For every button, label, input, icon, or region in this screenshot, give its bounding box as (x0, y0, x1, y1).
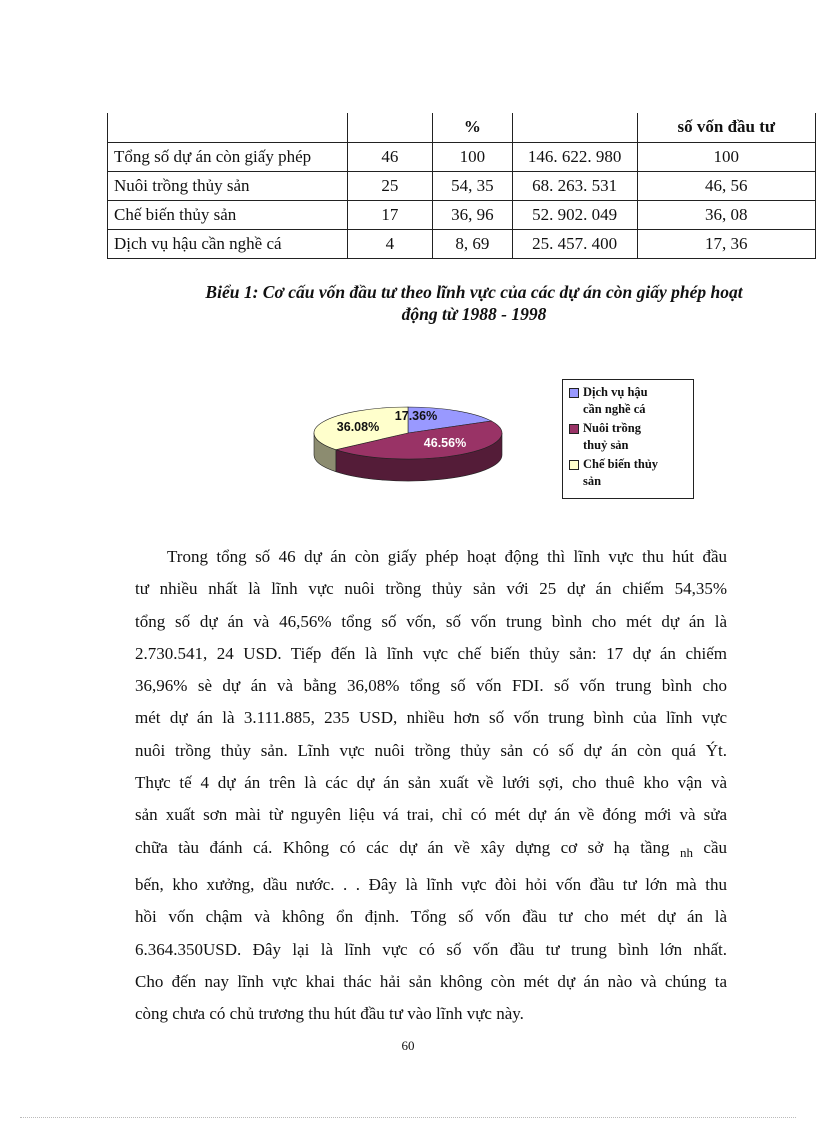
legend-label: Chế biến thủy (583, 457, 659, 471)
paragraph-line: nuôi trồng thủy sản. Lĩnh vực nuôi trồng thủy sản có số dự án còn quá Ýt. (135, 740, 727, 760)
paragraph-line: 6.364.350USD. Đây lại là lĩnh vực có số vốn đầu tư trung bình lớn nhất. (135, 939, 727, 959)
header-cell (108, 113, 348, 142)
header-cell (512, 113, 637, 142)
table-row (108, 200, 816, 229)
legend-item (569, 384, 689, 418)
table-cell: 52. 902. 049 (512, 200, 637, 229)
legend-label: Nuôi trồng (583, 421, 641, 435)
table-cell: 36, 96 (433, 200, 513, 229)
legend-label: thuỷ sản (583, 438, 629, 452)
header-cell: % (433, 113, 513, 142)
legend-swatch (569, 424, 579, 434)
table-cell: Tổng số dự án còn giấy phép (108, 142, 348, 171)
table-cell: Dịch vụ hậu cần nghề cá (108, 229, 348, 258)
page-divider (20, 1117, 796, 1118)
legend-swatch (569, 388, 579, 398)
table-cell: Nuôi trồng thủy sản (108, 171, 348, 200)
table-row (108, 229, 816, 258)
paragraph-line: hồi vốn chậm và không ổn định. Tổng số vốn đầu tư cho mét dự án là (135, 907, 727, 927)
table-header-row (108, 113, 816, 142)
pie-data-label: 36.08% (336, 420, 380, 434)
legend-label: sản (583, 474, 602, 488)
header-cell (347, 113, 432, 142)
chart-legend (562, 379, 694, 499)
paragraph-text: cầu (703, 837, 727, 857)
paragraph-line: Thực tế 4 dự án trên là các dự án sản xuất về lưới sợi, cho thuê kho vận và (135, 773, 727, 793)
table-cell: 25 (347, 171, 432, 200)
legend-label: Dịch vụ hậu (583, 385, 648, 399)
table-cell: 36, 08 (637, 200, 815, 229)
table-cell: 100 (433, 142, 513, 171)
table-cell: 25. 457. 400 (512, 229, 637, 258)
header-cell: số vốn đầu tư (637, 113, 815, 142)
caption-line: động từ 1988 - 1998 (401, 304, 547, 324)
table-cell: 46 (347, 142, 432, 171)
investment-table (107, 113, 816, 259)
table-cell: 146. 622. 980 (512, 142, 637, 171)
table-row (108, 142, 816, 171)
table-cell: 4 (347, 229, 432, 258)
table-row (108, 171, 816, 200)
page-number: 60 (401, 1038, 415, 1053)
subscript-fragment: nh (679, 844, 693, 860)
legend-label: cần nghề cá (583, 402, 646, 416)
paragraph-line: 36,96% sè dự án và bằng 36,08% tổng số vốn FDI. số vốn trung bình cho (135, 676, 727, 696)
pie-data-label: 17.36% (394, 409, 438, 423)
caption-line: Biểu 1: Cơ cấu vốn đầu tư theo lĩnh vực của các dự án còn giấy phép hoạt (205, 282, 743, 302)
table-cell: Chế biến thủy sản (108, 200, 348, 229)
legend-swatch (569, 460, 579, 470)
paragraph-line: tổng số dự án và 46,56% tổng số vốn, số vốn trung bình cho mét dự án là (135, 611, 727, 631)
table-cell: 17 (347, 200, 432, 229)
paragraph-line: Trong tổng số 46 dự án còn giấy phép hoạt động thì lĩnh vực thu hút đầu (167, 547, 727, 566)
paragraph-line: còng chưa có chủ trương thu hút đầu tư vào lĩnh vực này. (135, 1004, 524, 1024)
table-cell: 17, 36 (637, 229, 815, 258)
paragraph-line: bến, kho xưởng, dầu nước. . . Đây là lĩnh vực đòi hỏi vốn đầu tư lớn mà thu (135, 874, 727, 894)
legend-item (569, 420, 689, 454)
pie-data-label: 46.56% (423, 436, 467, 450)
paragraph-line (135, 832, 727, 869)
paragraph-line: sản xuất sơn mài từ nguyên liệu vá trai, chỉ có mét dự án về đóng mới và sửa (135, 805, 727, 825)
chart-caption (107, 281, 816, 325)
table-cell: 68. 263. 531 (512, 171, 637, 200)
paragraph-line: Cho đến nay lĩnh vực khai thác hải sản không còn mét dự án nào và chúng ta (135, 971, 727, 991)
table-cell: 100 (637, 142, 815, 171)
pie-chart (300, 395, 520, 505)
table-cell: 8, 69 (433, 229, 513, 258)
legend-item (569, 456, 689, 490)
paragraph-line: mét dự án là 3.111.885, 235 USD, nhiều hơn số vốn trung bình của lĩnh vực (135, 708, 727, 728)
table-cell: 54, 35 (433, 171, 513, 200)
paragraph-line: tư nhiều nhất là lĩnh vực nuôi trồng thủy sản với 25 dự án chiếm 54,35% (135, 579, 727, 599)
paragraph-line: 2.730.541, 24 USD. Tiếp đến là lĩnh vực chế biến thủy sản: 17 dự án chiếm (135, 643, 727, 663)
body-paragraph (135, 541, 727, 1030)
table-cell: 46, 56 (637, 171, 815, 200)
paragraph-text: chữa tàu đánh cá. Không có các dự án về xây dựng cơ sở hạ tầng (135, 837, 670, 857)
